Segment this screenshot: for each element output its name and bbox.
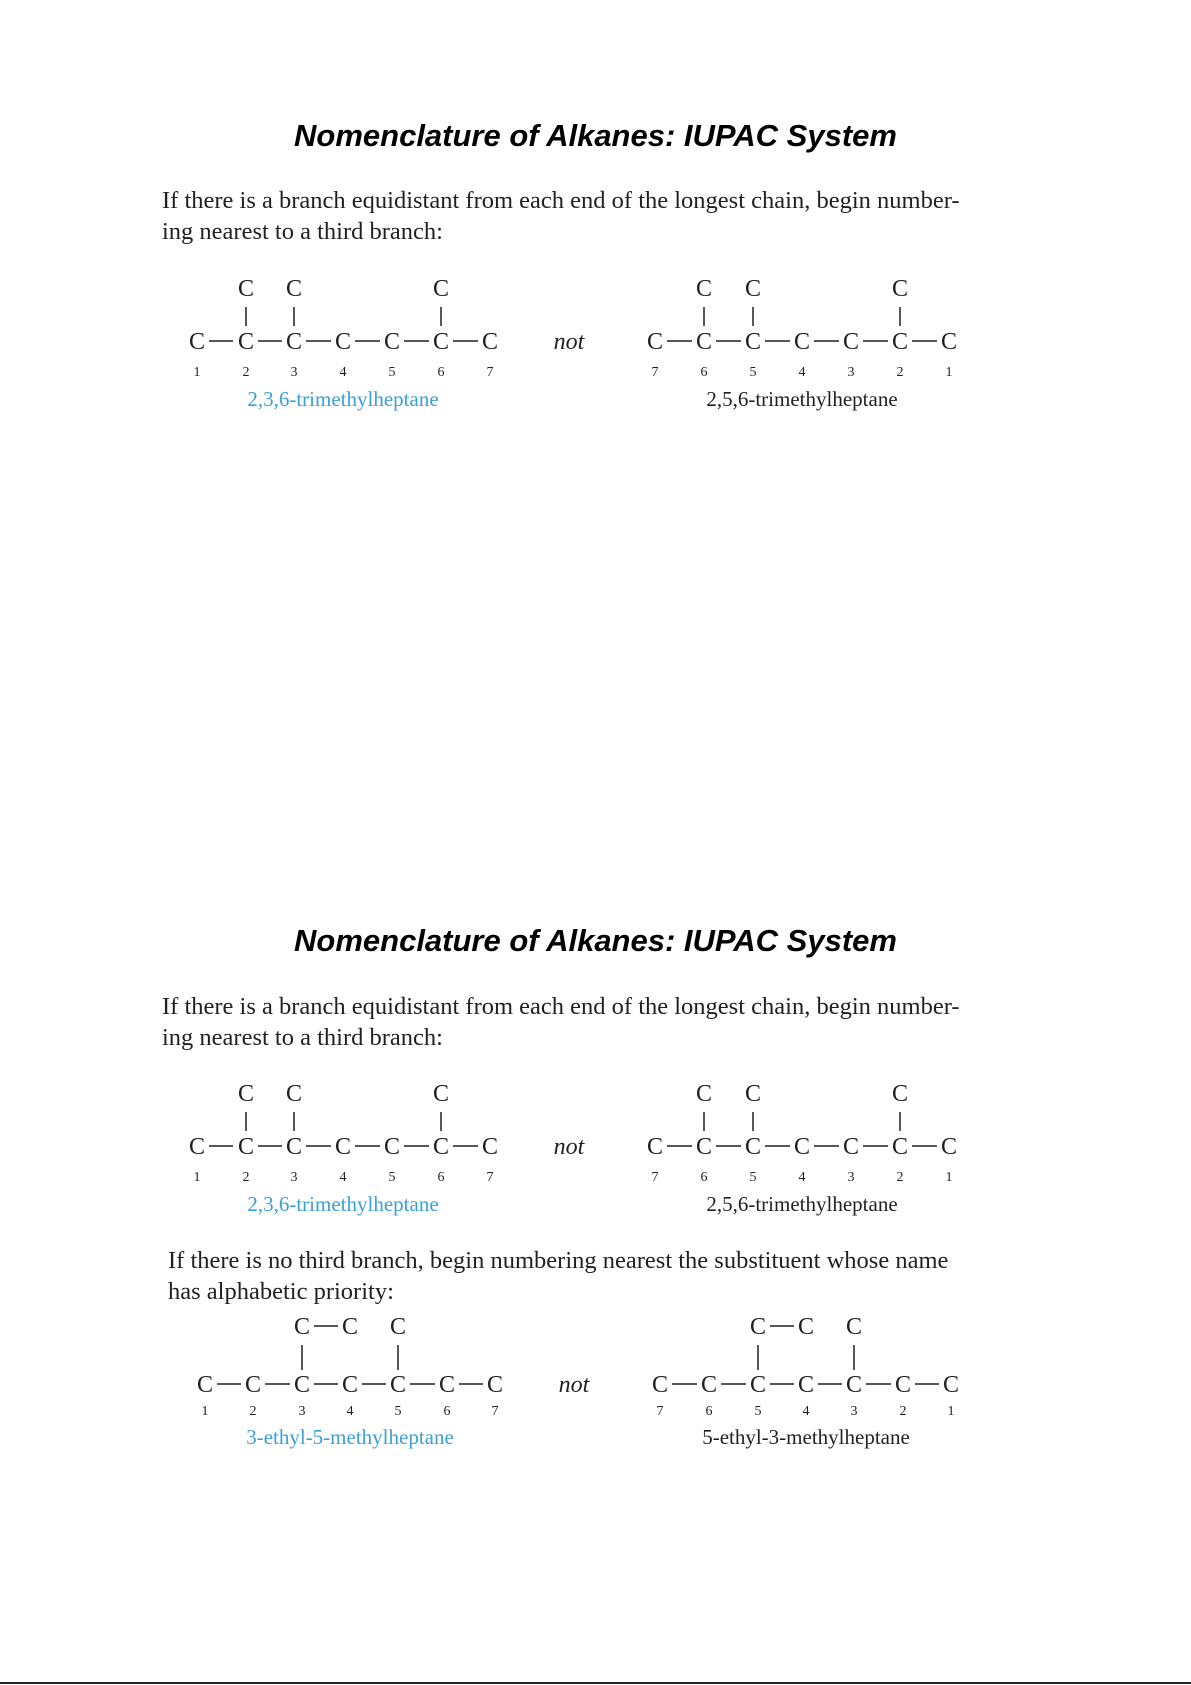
svg-text:1: 1 (945, 365, 953, 380)
paragraph-line: ing nearest to a third branch: (162, 218, 443, 245)
paragraph-line: If there is a branch equidistant from each end of the longest chain, begin number- (162, 187, 960, 214)
svg-text:C: C (891, 1081, 909, 1107)
svg-text:2: 2 (249, 1404, 257, 1419)
svg-text:C: C (797, 1314, 815, 1340)
svg-text:4: 4 (798, 1170, 806, 1185)
svg-text:C: C (438, 1372, 456, 1398)
svg-text:C: C (481, 329, 499, 355)
svg-text:3: 3 (850, 1404, 858, 1419)
svg-text:C: C (188, 1134, 206, 1160)
compound-name: 2,3,6-trimethylheptane (247, 387, 439, 411)
main-chain (197, 1372, 503, 1398)
compound-name: 2,5,6-trimethylheptane (706, 387, 898, 411)
svg-text:6: 6 (700, 1170, 708, 1185)
svg-text:C: C (481, 1134, 499, 1160)
structure-pair-2 (0, 1308, 1191, 1458)
svg-text:7: 7 (486, 1170, 494, 1185)
main-chain (647, 329, 957, 355)
svg-text:C: C (700, 1372, 718, 1398)
svg-text:C: C (793, 1134, 811, 1160)
svg-text:C: C (894, 1372, 912, 1398)
compound-name: 2,5,6-trimethylheptane (706, 1192, 898, 1216)
svg-text:C: C (432, 1134, 450, 1160)
svg-text:C: C (334, 329, 352, 355)
structure-left (197, 1314, 503, 1449)
svg-text:C: C (651, 1372, 669, 1398)
svg-text:C: C (845, 1314, 863, 1340)
page-bottom-rule (0, 1682, 1191, 1684)
svg-text:C: C (646, 1134, 664, 1160)
svg-text:C: C (891, 1134, 909, 1160)
svg-text:3: 3 (847, 365, 855, 380)
structure-right (652, 1314, 959, 1449)
svg-text:C: C (695, 276, 713, 302)
svg-text:C: C (646, 329, 664, 355)
structure-right (647, 1081, 957, 1216)
branch-carbon: C (285, 276, 303, 302)
svg-text:C: C (341, 1314, 359, 1340)
svg-text:C: C (695, 1134, 713, 1160)
svg-text:2: 2 (896, 365, 904, 380)
svg-text:1: 1 (193, 365, 201, 380)
svg-text:6: 6 (705, 1404, 713, 1419)
paragraph-line: has alphabetic priority: (168, 1278, 394, 1305)
svg-text:C: C (695, 329, 713, 355)
svg-text:C: C (285, 329, 303, 355)
svg-text:C: C (244, 1372, 262, 1398)
svg-text:6: 6 (700, 365, 708, 380)
not-connector: not (553, 1134, 585, 1160)
locant-numbers (657, 1404, 955, 1419)
svg-text:C: C (744, 329, 762, 355)
svg-text:3: 3 (298, 1404, 306, 1419)
svg-text:7: 7 (651, 365, 659, 380)
not-connector: not (553, 329, 585, 355)
svg-text:C: C (891, 329, 909, 355)
svg-text:3: 3 (847, 1170, 855, 1185)
locant-numbers (652, 365, 953, 380)
svg-text:7: 7 (486, 365, 494, 380)
locant-numbers (194, 365, 494, 380)
svg-text:2: 2 (242, 365, 250, 380)
locant-numbers (194, 1170, 494, 1185)
compound-name: 2,3,6-trimethylheptane (247, 1192, 439, 1216)
svg-text:C: C (334, 1134, 352, 1160)
svg-text:C: C (389, 1314, 407, 1340)
svg-text:5: 5 (394, 1404, 402, 1419)
main-chain (189, 1134, 498, 1160)
svg-text:C: C (237, 329, 255, 355)
svg-text:7: 7 (491, 1404, 499, 1419)
structure-pair (0, 270, 1191, 420)
rule-paragraph (162, 185, 960, 247)
svg-text:C: C (793, 329, 811, 355)
svg-text:6: 6 (437, 1170, 445, 1185)
locant-numbers (652, 1170, 953, 1185)
not-connector: not (558, 1372, 590, 1398)
svg-text:1: 1 (201, 1404, 209, 1419)
svg-text:4: 4 (339, 1170, 347, 1185)
svg-text:1: 1 (947, 1404, 955, 1419)
svg-text:C: C (744, 1134, 762, 1160)
svg-text:3: 3 (290, 365, 298, 380)
branch-carbon: C (432, 276, 450, 302)
svg-text:C: C (293, 1314, 311, 1340)
svg-text:4: 4 (339, 365, 347, 380)
paragraph-line: If there is a branch equidistant from each end of the longest chain, begin number- (162, 993, 960, 1020)
svg-text:1: 1 (193, 1170, 201, 1185)
svg-text:C: C (432, 1081, 450, 1107)
svg-text:C: C (285, 1081, 303, 1107)
svg-text:C: C (486, 1372, 504, 1398)
svg-text:C: C (237, 1081, 255, 1107)
structure-pair (0, 1075, 1191, 1225)
svg-text:5: 5 (754, 1404, 762, 1419)
svg-text:C: C (891, 276, 909, 302)
svg-text:C: C (237, 1134, 255, 1160)
compound-name: 3-ethyl-5-methylheptane (246, 1425, 454, 1449)
main-chain (189, 329, 498, 355)
rule-paragraph (162, 991, 960, 1053)
locant-numbers (202, 1404, 499, 1419)
svg-text:6: 6 (443, 1404, 451, 1419)
svg-text:C: C (293, 1372, 311, 1398)
paragraph-line: If there is no third branch, begin numbering nearest the substituent whose name (168, 1247, 949, 1274)
svg-text:C: C (797, 1372, 815, 1398)
main-chain (647, 1134, 957, 1160)
svg-text:C: C (383, 1134, 401, 1160)
structure-left (189, 276, 498, 411)
svg-text:5: 5 (388, 365, 396, 380)
svg-text:2: 2 (896, 1170, 904, 1185)
svg-text:C: C (389, 1372, 407, 1398)
main-chain (652, 1372, 959, 1398)
svg-text:3: 3 (290, 1170, 298, 1185)
structure-right (647, 276, 957, 411)
page-title: Nomenclature of Alkanes: IUPAC System (294, 118, 897, 153)
svg-text:5: 5 (749, 1170, 757, 1185)
rule-paragraph-2 (168, 1245, 948, 1307)
svg-text:C: C (940, 329, 958, 355)
svg-text:2: 2 (242, 1170, 250, 1185)
svg-text:C: C (432, 329, 450, 355)
svg-text:6: 6 (437, 365, 445, 380)
paragraph-line: ing nearest to a third branch: (162, 1024, 443, 1051)
svg-text:2: 2 (899, 1404, 907, 1419)
svg-text:C: C (188, 329, 206, 355)
svg-text:C: C (749, 1372, 767, 1398)
svg-text:1: 1 (945, 1170, 953, 1185)
svg-text:C: C (842, 329, 860, 355)
svg-text:C: C (341, 1372, 359, 1398)
svg-text:C: C (695, 1081, 713, 1107)
structure-left (189, 1081, 498, 1216)
svg-text:4: 4 (346, 1404, 354, 1419)
svg-text:C: C (845, 1372, 863, 1398)
branch-carbon: C (237, 276, 255, 302)
svg-text:4: 4 (802, 1404, 810, 1419)
compound-name: 5-ethyl-3-methylheptane (702, 1425, 910, 1449)
svg-text:C: C (744, 276, 762, 302)
svg-text:C: C (285, 1134, 303, 1160)
svg-text:C: C (196, 1372, 214, 1398)
svg-text:C: C (940, 1134, 958, 1160)
svg-text:7: 7 (651, 1170, 659, 1185)
svg-text:C: C (842, 1134, 860, 1160)
svg-text:4: 4 (798, 365, 806, 380)
svg-text:C: C (744, 1081, 762, 1107)
svg-text:5: 5 (388, 1170, 396, 1185)
svg-text:7: 7 (656, 1404, 664, 1419)
svg-text:C: C (749, 1314, 767, 1340)
svg-text:C: C (383, 329, 401, 355)
svg-text:5: 5 (749, 365, 757, 380)
svg-text:C: C (942, 1372, 960, 1398)
page-title: Nomenclature of Alkanes: IUPAC System (294, 923, 897, 958)
